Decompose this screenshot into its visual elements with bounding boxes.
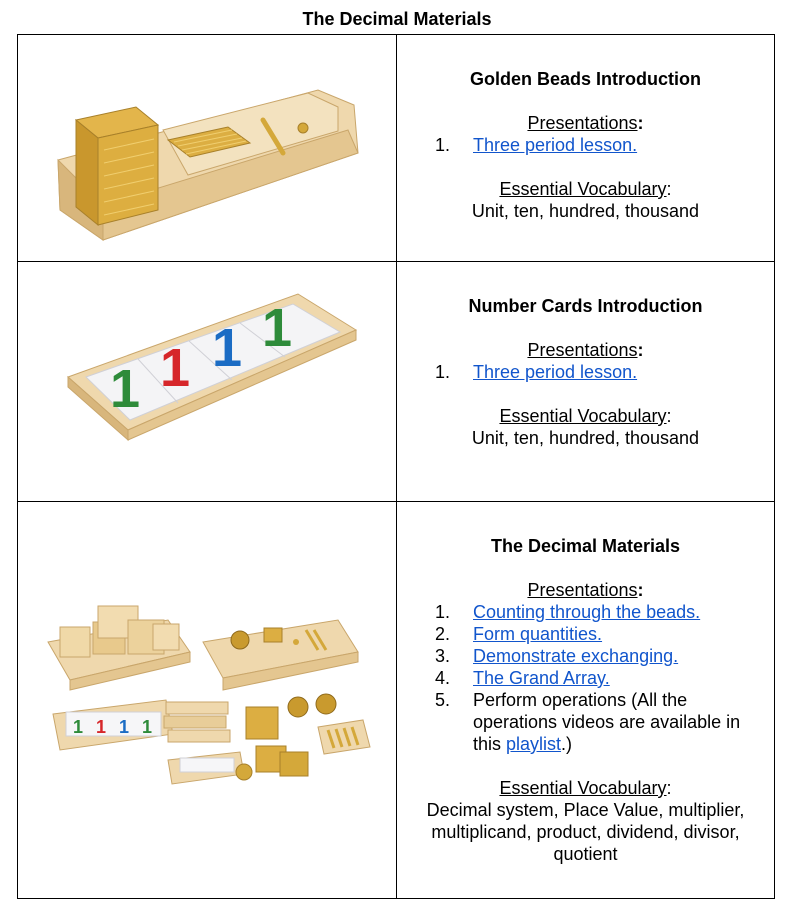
number-cards-text-cell	[397, 262, 775, 502]
list-item	[435, 689, 762, 755]
list-number: 2.	[435, 624, 451, 644]
decimal-materials-image-cell	[18, 502, 397, 899]
list-item	[435, 667, 762, 689]
list-item	[435, 361, 774, 383]
list-item	[435, 645, 762, 667]
card-digit-units: 1	[262, 298, 293, 358]
playlist-link[interactable]: playlist	[506, 734, 562, 754]
presentations-colon: :	[637, 580, 644, 600]
number-cards-image-cell	[18, 262, 397, 502]
table-row	[18, 502, 775, 899]
table-row	[18, 262, 775, 502]
presentations-list	[435, 134, 774, 156]
presentations-colon: :	[637, 340, 644, 360]
vocabulary-label: Essential Vocabulary	[499, 179, 667, 199]
list-number: 3.	[435, 646, 451, 666]
golden-beads-image-cell	[18, 35, 397, 262]
operations-text-end: .)	[561, 734, 573, 754]
golden-beads-text-cell	[397, 35, 775, 262]
presentations-colon: :	[637, 113, 644, 133]
presentation-link[interactable]: The Grand Array.	[473, 668, 610, 688]
golden-beads-image	[18, 35, 396, 261]
tray-card-digit: 1	[73, 717, 84, 737]
operations-text: Perform operations (All the operations videos are available in this	[473, 690, 741, 754]
list-number: 4.	[435, 668, 451, 688]
vocabulary-text: Unit, ten, hundred, thousand	[471, 428, 700, 448]
vocabulary-colon: :	[666, 406, 672, 426]
materials-table	[17, 34, 775, 899]
decimal-materials-text-cell	[397, 502, 775, 899]
table-row	[18, 35, 775, 262]
vocabulary-label: Essential Vocabulary	[499, 406, 667, 426]
vocabulary-text: Decimal system, Place Value, multiplier, multiplicand, product, dividend, divisor, quotient	[426, 800, 745, 864]
card-digit-thousands: 1	[110, 359, 141, 419]
tray-card-digit: 1	[96, 717, 107, 737]
presentations-label: Presentations	[527, 340, 638, 360]
presentations-label: Presentations	[527, 113, 638, 133]
vocabulary-colon: :	[666, 778, 672, 798]
presentation-link[interactable]: Form quantities.	[473, 624, 603, 644]
list-item	[435, 623, 762, 645]
list-number: 1.	[435, 602, 451, 622]
presentation-link[interactable]: Demonstrate exchanging.	[473, 646, 679, 666]
list-number: 1.	[435, 362, 451, 382]
tray-card-digit: 1	[142, 717, 153, 737]
list-item-text	[473, 689, 762, 755]
list-number: 5.	[435, 690, 451, 710]
number-cards-image	[18, 262, 396, 501]
presentations-list	[435, 601, 762, 755]
document-title: The Decimal Materials	[302, 9, 492, 29]
presentation-link[interactable]: Three period lesson.	[473, 135, 638, 155]
presentation-link[interactable]: Three period lesson.	[473, 362, 638, 382]
card-digit-hundreds: 1	[160, 338, 191, 398]
presentations-label: Presentations	[527, 580, 638, 600]
presentations-list	[435, 361, 774, 383]
section-title: The Decimal Materials	[490, 536, 681, 556]
list-number: 1.	[435, 135, 451, 155]
section-title: Number Cards Introduction	[468, 296, 703, 316]
card-digit-tens: 1	[212, 318, 243, 378]
vocabulary-label: Essential Vocabulary	[499, 778, 667, 798]
tray-card-digit: 1	[119, 717, 130, 737]
list-item	[435, 601, 762, 623]
presentation-link[interactable]: Counting through the beads.	[473, 602, 701, 622]
vocabulary-colon: :	[666, 179, 672, 199]
vocabulary-text: Unit, ten, hundred, thousand	[471, 201, 700, 221]
list-item	[435, 134, 774, 156]
section-title: Golden Beads Introduction	[469, 69, 701, 89]
decimal-materials-image	[18, 502, 396, 898]
